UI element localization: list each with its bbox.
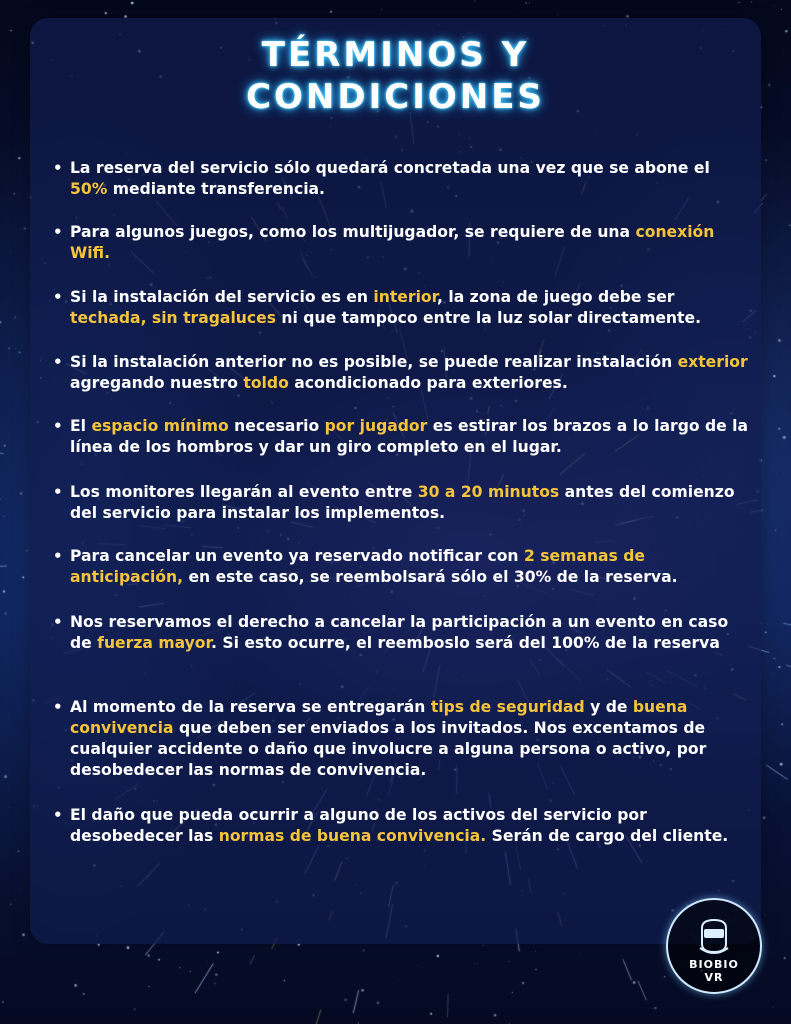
bullet: • <box>53 698 63 716</box>
term-text: acondicionado para exteriores. <box>288 374 568 392</box>
bullet: • <box>53 288 63 306</box>
term-text: Los monitores llegarán al evento entre <box>70 483 418 501</box>
bullet: • <box>53 547 63 565</box>
term-highlight: exterior <box>677 353 748 371</box>
term-highlight: fuerza mayor <box>97 634 211 652</box>
bullet: • <box>53 483 63 501</box>
term-highlight: espacio mínimo <box>91 417 229 435</box>
bullet: • <box>53 159 63 177</box>
term-text: Si la instalación anterior no es posible, se puede realizar instalación <box>70 353 678 371</box>
term-item <box>53 697 750 781</box>
term-item <box>53 482 750 524</box>
term-item <box>53 805 750 847</box>
bullet: • <box>53 613 63 631</box>
term-text: antes del comienzo del servicio para instalar los implementos. <box>70 483 735 522</box>
term-item <box>53 222 750 264</box>
term-item <box>53 352 750 394</box>
term-highlight: conexión Wifi. <box>70 223 715 262</box>
vr-headset-icon <box>694 914 734 958</box>
term-highlight: tips de seguridad <box>430 698 585 716</box>
term-text: es estirar los brazos a lo largo de la línea de los hombros y dar un giro completo en el lugar. <box>70 417 749 456</box>
term-item <box>53 416 750 458</box>
term-item <box>53 158 750 200</box>
term-text: El <box>70 417 92 435</box>
term-item <box>53 612 750 654</box>
term-highlight: 50% <box>70 180 108 198</box>
term-highlight: normas de buena convivencia. <box>218 827 487 845</box>
term-highlight: interior <box>373 288 438 306</box>
term-item <box>53 546 750 588</box>
term-highlight: por jugador <box>324 417 428 435</box>
term-text: en este caso, se reembolsará sólo el 30% de la reserva. <box>183 568 678 586</box>
term-highlight: toldo <box>243 374 289 392</box>
bullet: • <box>53 417 63 435</box>
term-text: Al momento de la reserva se entregarán <box>70 698 431 716</box>
term-text: . Si esto ocurre, el reemboslo será del 100% de la reserva <box>211 634 720 652</box>
term-text: Para algunos juegos, como los multijugador, se requiere de una <box>70 223 636 241</box>
term-text: mediante transferencia. <box>107 180 325 198</box>
term-text: El daño que pueda ocurrir a alguno de los activos del servicio por desobedecer las <box>70 806 647 845</box>
bullet: • <box>53 806 63 824</box>
term-text: y de <box>584 698 633 716</box>
term-text: Si la instalación del servicio es en <box>70 288 374 306</box>
logo-text-line-1: BIOBIO <box>689 958 739 971</box>
term-text: , la zona de juego debe ser <box>437 288 675 306</box>
term-text: Nos reservamos el derecho a cancelar la participación a un evento en caso de <box>70 613 729 652</box>
term-highlight: 30 a 20 minutos <box>417 483 560 501</box>
term-text: ni que tampoco entre la luz solar directamente. <box>276 309 701 327</box>
bullet: • <box>53 353 63 371</box>
term-text: La reserva del servicio sólo quedará concretada una vez que se abone el <box>70 159 710 177</box>
bullet: • <box>53 223 63 241</box>
term-highlight: buena convivencia <box>70 698 688 737</box>
title-line-2: CONDICIONES <box>246 77 545 117</box>
term-highlight: 2 semanas de anticipación, <box>70 547 645 586</box>
title-line-1: TÉRMINOS Y <box>261 35 530 75</box>
logo-text-line-2: VR <box>704 971 724 984</box>
brand-logo <box>666 898 762 994</box>
term-item <box>53 287 750 329</box>
term-text: Para cancelar un evento ya reservado notificar con <box>70 547 524 565</box>
term-text: que deben ser enviados a los invitados. Nos excentamos de cualquier accidente o daño que involucre a alguna persona o activo, por desobedecer las normas de convivencia. <box>70 719 707 779</box>
term-highlight: techada, sin tragaluces <box>70 309 276 327</box>
term-text: necesario <box>228 417 325 435</box>
term-text: agregando nuestro <box>70 374 244 392</box>
term-text: Serán de cargo del cliente. <box>486 827 729 845</box>
